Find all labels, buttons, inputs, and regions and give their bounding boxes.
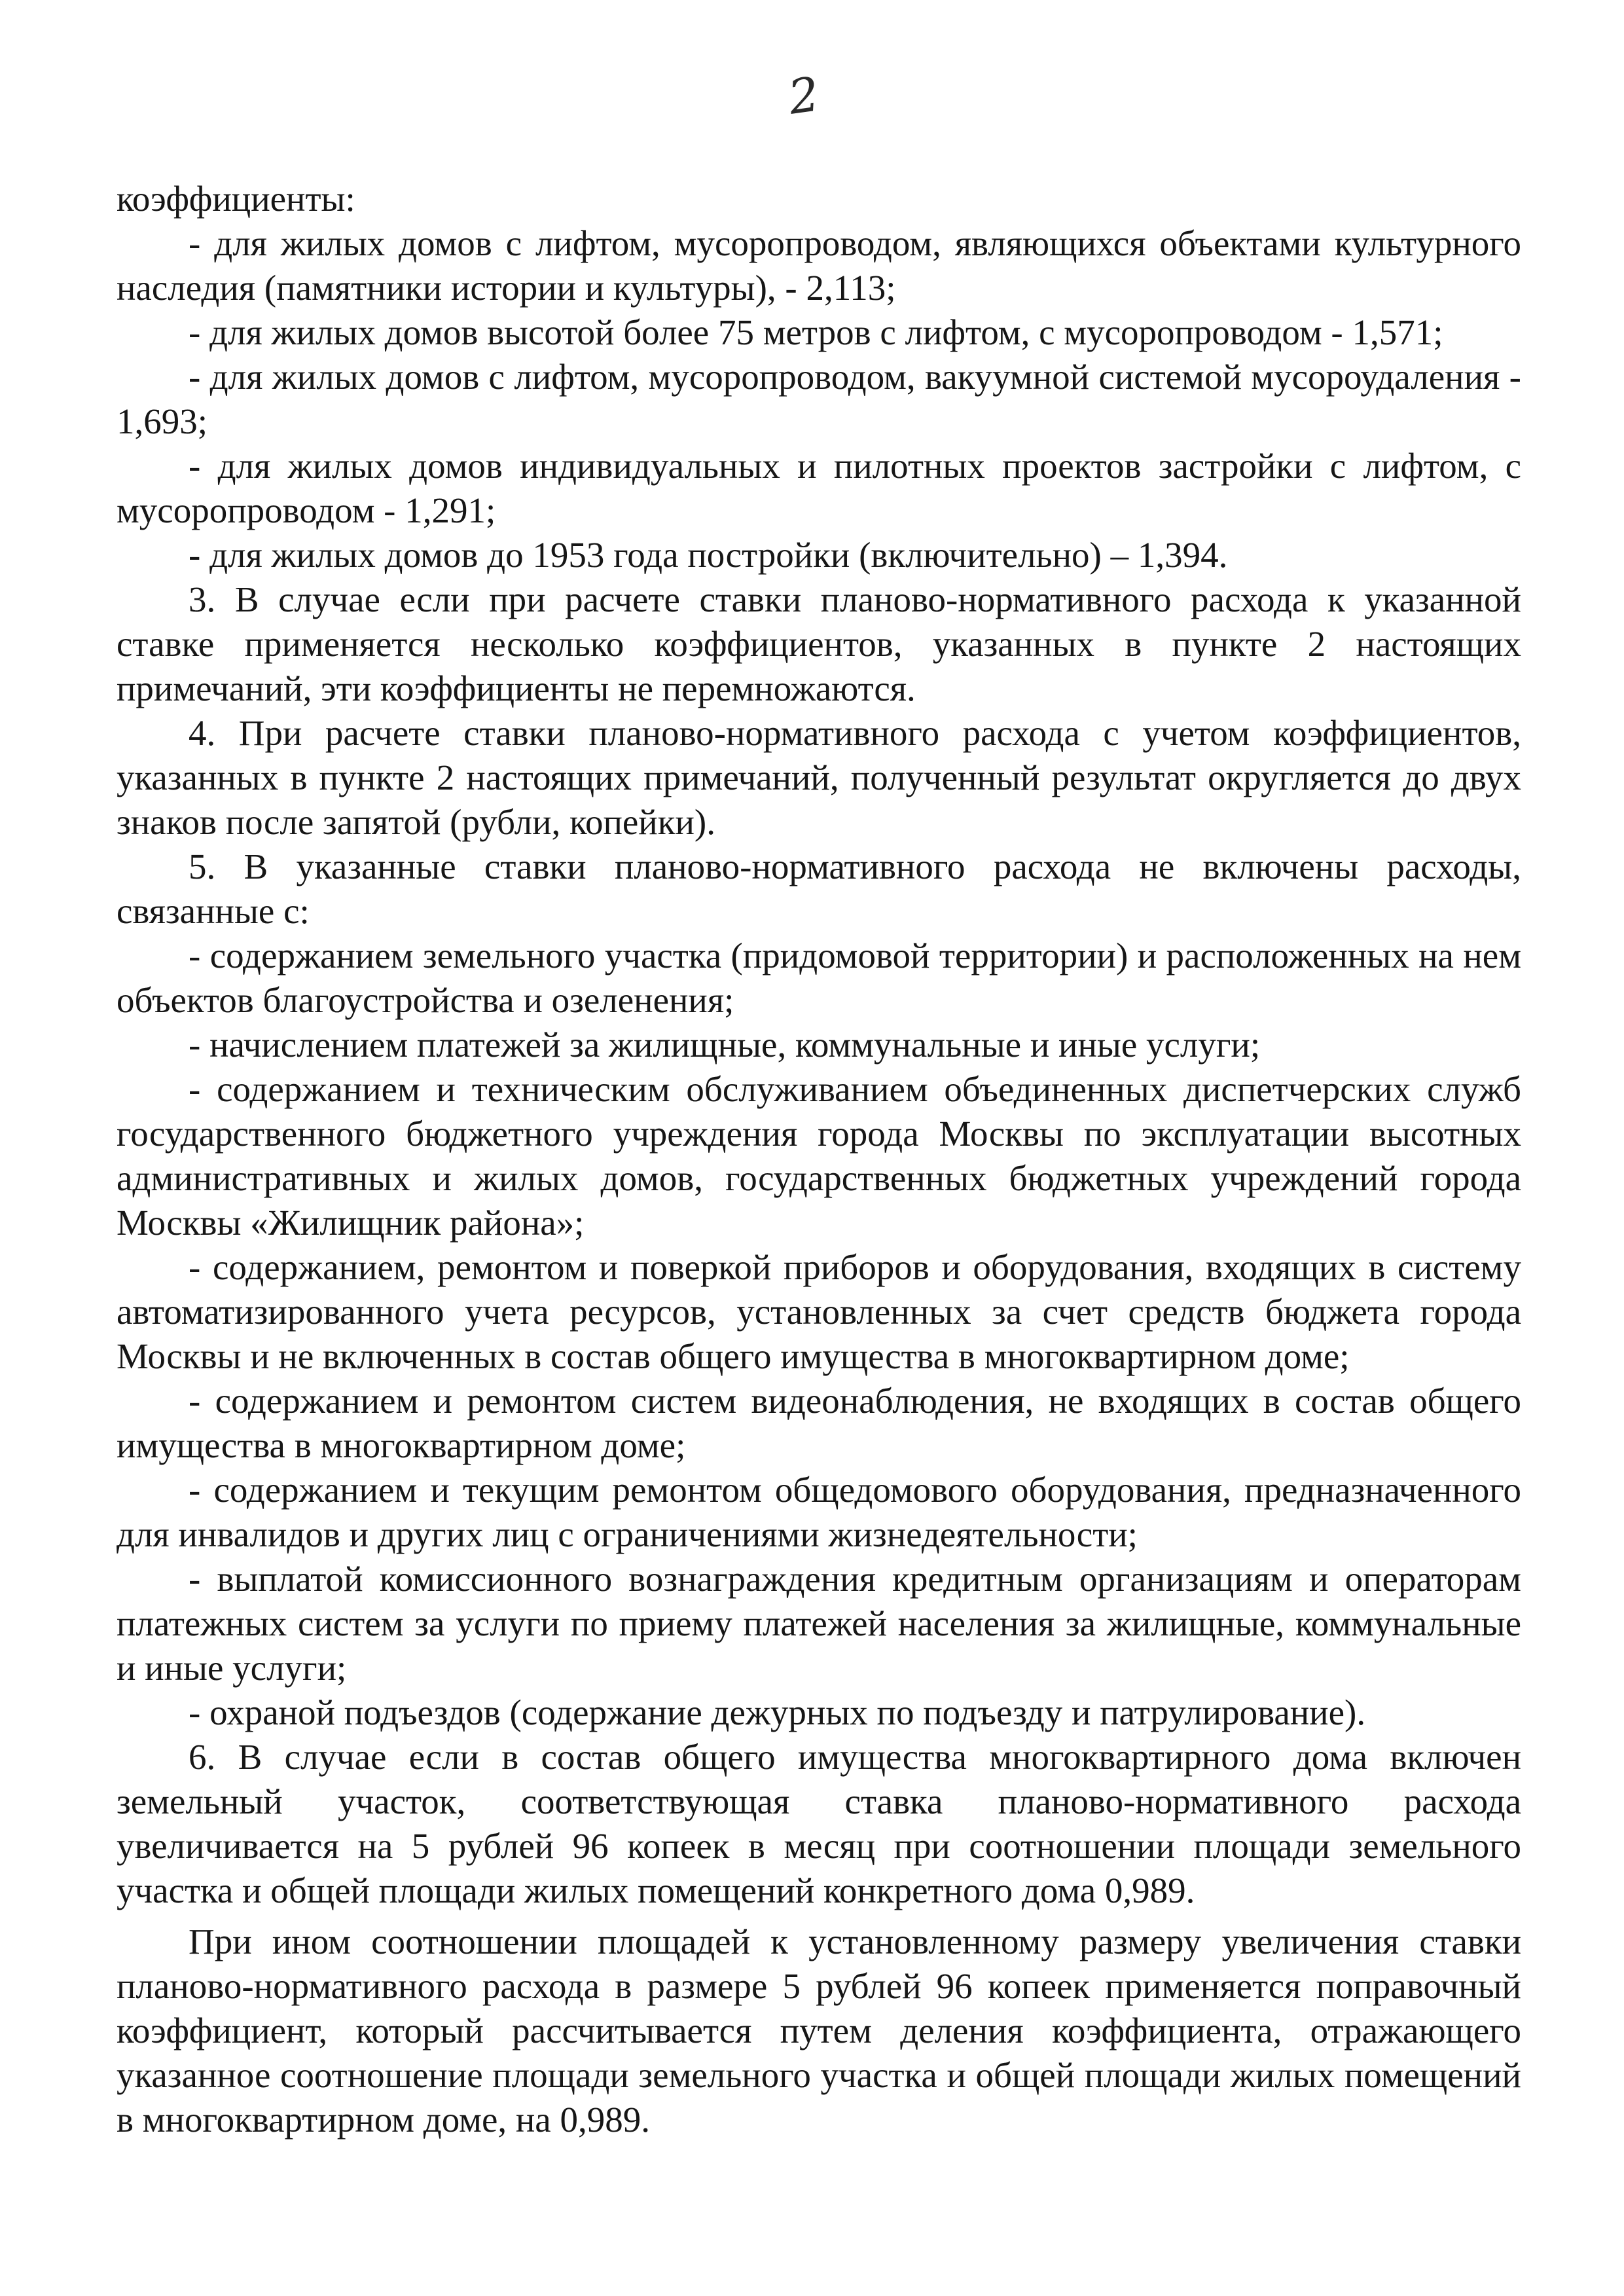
list-item-accessibility-equipment: - содержанием и текущим ремонтом общедомового оборудования, предназначенного для инвалидов и других лиц с ограничениями жизнедеятельности; <box>117 1470 1521 1554</box>
page-number: 2 <box>785 66 823 125</box>
list-item-land-plot-maintenance: - содержанием земельного участка (придомовой территории) и расположенных на нем объектов благоустройства и озеленения; <box>117 936 1521 1020</box>
list-item-metering-equipment: - содержанием, ремонтом и поверкой приборов и оборудования, входящих в систему автоматизированного учета ресурсов, установленных за счет средств бюджета города Москвы и не включенных в состав общего имущества в многоквартирном доме; <box>117 1247 1521 1376</box>
paragraph-coefficients-heading: коэффициенты: <box>117 179 355 219</box>
list-item-video-surveillance: - содержанием и ремонтом систем видеонаблюдения, не входящих в состав общего имущества в многоквартирном доме; <box>117 1381 1521 1465</box>
list-item-payment-accrual: - начислением платежей за жилищные, коммунальные и иные услуги; <box>189 1025 1261 1065</box>
paragraph-item-6: 6. В случае если в состав общего имущества многоквартирного дома включен земельный участок, соответствующая ставка планово-нормативного расхода увеличивается на 5 рублей 96 копеек в месяц при соотношении площади земельного участка и общей площади жилых помещений конкретного дома 0,989. <box>117 1737 1521 1910</box>
paragraph-correction-coefficient: При ином соотношении площадей к установленному размеру увеличения ставки планово-нормативного расхода в размере 5 рублей 96 копеек применяется поправочный коэффициент, который рассчитывается путем деления коэффициента, отражающего указанное соотношение площади земельного участка и общей площади жилых помещений в многоквартирном доме, на 0,989. <box>117 1922 1521 2140</box>
paragraph-item-3: 3. В случае если при расчете ставки планово-нормативного расхода к указанной ставке применяется несколько коэффициентов, указанных в пункте 2 настоящих примечаний, эти коэффициенты не перемножаются. <box>117 579 1521 708</box>
list-item-vacuum-system-coefficient: - для жилых домов с лифтом, мусоропроводом, вакуумной системой мусороудаления - 1,693; <box>117 357 1521 441</box>
list-item-payment-commission: - выплатой комиссионного вознаграждения кредитным организациям и операторам платежных систем за услуги по приему платежей населения за жилищные, коммунальные и иные услуги; <box>117 1559 1521 1688</box>
list-item-heritage-coefficient: - для жилых домов с лифтом, мусоропроводом, являющихся объектами культурного наследия (памятники истории и культуры), - 2,113; <box>117 223 1521 308</box>
paragraph-item-5: 5. В указанные ставки планово-нормативного расхода не включены расходы, связанные с: <box>117 847 1521 931</box>
list-item-entrance-security: - охраной подъездов (содержание дежурных по подъезду и патрулирование). <box>189 1692 1366 1732</box>
paragraph-item-4: 4. При расчете ставки планово-нормативного расхода с учетом коэффициентов, указанных в пункте 2 настоящих примечаний, полученный результат округляется до двух знаков после запятой (рубли, копейки). <box>117 713 1521 842</box>
list-item-dispatch-services: - содержанием и техническим обслуживанием объединенных диспетчерских служб государственного бюджетного учреждения города Москвы по эксплуатации высотных административных и жилых домов, государственных бюджетных учреждений города Москвы «Жилищник района»; <box>117 1069 1521 1243</box>
list-item-pre-1953-coefficient: - для жилых домов до 1953 года постройки (включительно) – 1,394. <box>189 535 1228 575</box>
list-item-high-rise-coefficient: - для жилых домов высотой более 75 метров с лифтом, с мусоропроводом - 1,571; <box>189 312 1443 352</box>
document-body <box>117 177 1521 2142</box>
list-item-individual-projects-coefficient: - для жилых домов индивидуальных и пилотных проектов застройки с лифтом, с мусоропроводом - 1,291; <box>117 446 1521 530</box>
